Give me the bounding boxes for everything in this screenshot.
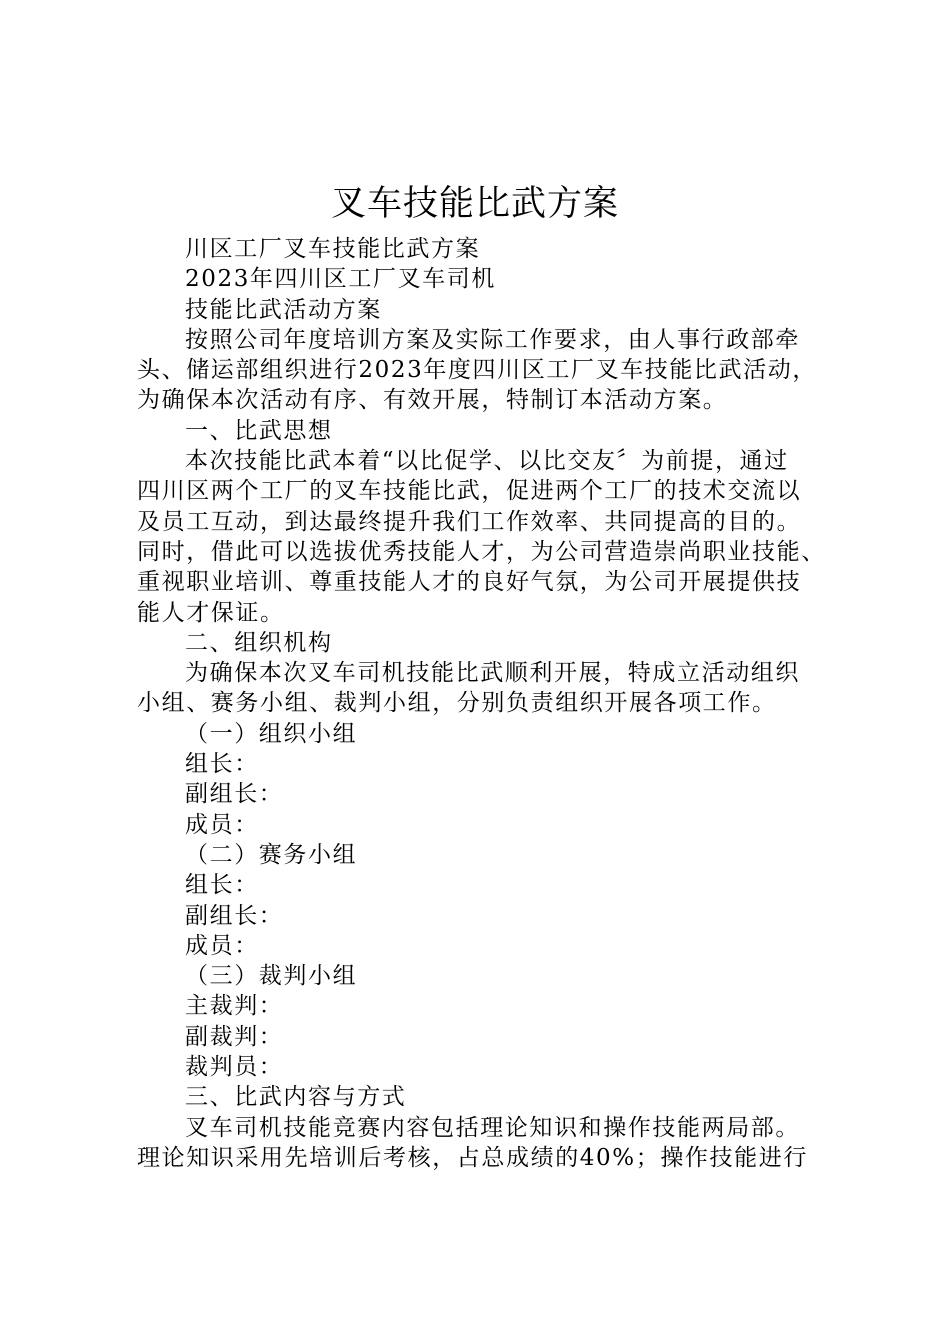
body-line: 组长：: [185, 872, 259, 899]
body-line: 为确保本次叉车司机技能比武顺利开展，特成立活动组织: [185, 660, 800, 687]
body-line: 二、组织机构: [185, 629, 333, 656]
body-line: 头、储运部组织进行2023年度四川区工厂叉车技能比武活动，: [137, 357, 817, 384]
body-line: 副组长：: [185, 902, 284, 929]
body-line: 能人才保证。: [137, 599, 285, 626]
body-line: 及员工互动，到达最终提升我们工作效率、共同提高的目的。: [137, 508, 802, 535]
document-body: [137, 234, 837, 1173]
body-line: 川区工厂叉车技能比武方案: [185, 236, 481, 262]
body-line: 四川区两个工厂的叉车技能比武，促进两个工厂的技术交流以: [137, 478, 802, 505]
body-line: 同时，借此可以选拔优秀技能人才，为公司营造崇尚职业技能、: [137, 538, 826, 565]
body-line: 小组、赛务小组、裁判小组，分别负责组织开展各项工作。: [137, 690, 777, 717]
body-line: 为确保本次活动有序、有效开展，特制订本活动方案。: [137, 387, 728, 414]
body-line: 副裁判：: [185, 1023, 284, 1050]
document-title: 叉车技能比武方案: [330, 184, 619, 224]
body-line: 叉车司机技能竞赛内容包括理论知识和操作技能两局部。: [185, 1114, 800, 1141]
body-line: 组长：: [185, 751, 259, 778]
body-line: 主裁判：: [185, 993, 284, 1020]
body-line: 理论知识采用先培训后考核，占总成绩的40%；操作技能进行: [137, 1144, 808, 1171]
body-line: （一）组织小组: [185, 720, 358, 747]
body-line: （二）赛务小组: [185, 841, 358, 868]
body-line: 三、比武内容与方式: [185, 1084, 407, 1111]
body-line: 技能比武活动方案: [185, 296, 382, 323]
body-line: 重视职业培训、尊重技能人才的良好气氛，为公司开展提供技: [137, 569, 802, 596]
body-line: 成员：: [185, 811, 259, 838]
body-line: 一、比武思想: [185, 417, 333, 444]
body-line: 2023年四川区工厂叉车司机: [185, 266, 496, 293]
body-line: 副组长：: [185, 781, 284, 808]
body-line: 成员：: [185, 932, 259, 959]
body-line: 裁判员：: [185, 1054, 284, 1081]
body-line: （三）裁判小组: [185, 963, 358, 990]
body-line: 按照公司年度培训方案及实际工作要求，由人事行政部牵: [185, 326, 800, 353]
body-line: 本次技能比武本着“以比促学、以比交友〞为前提，通过: [185, 448, 789, 475]
